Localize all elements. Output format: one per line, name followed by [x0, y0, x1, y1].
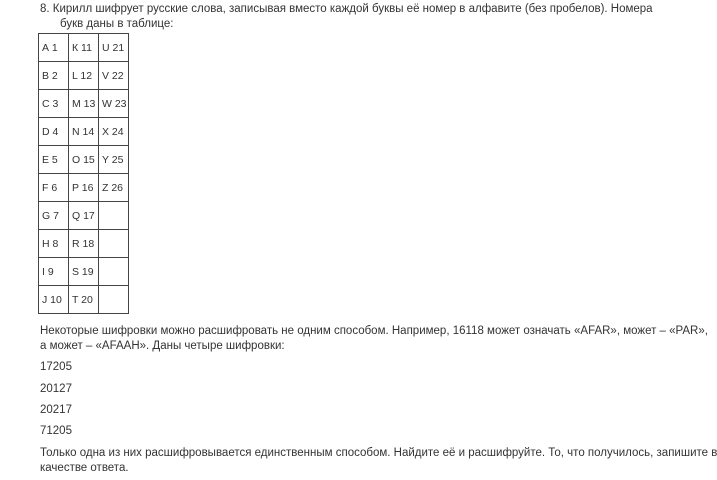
table-row	[39, 230, 129, 258]
table-cell: J 10	[39, 286, 69, 314]
table-row	[39, 258, 129, 286]
code-3: 20217	[40, 404, 72, 416]
table-cell	[99, 230, 129, 258]
table-cell: X 24	[99, 118, 129, 146]
table-cell: I 9	[39, 258, 69, 286]
table-row	[39, 90, 129, 118]
table-cell: V 22	[99, 62, 129, 90]
table-cell: W 23	[99, 90, 129, 118]
table-cell: U 21	[99, 34, 129, 62]
table-cell: T 20	[69, 286, 99, 314]
table-cell	[99, 202, 129, 230]
paragraph-line: качестве ответа.	[40, 462, 129, 474]
table-row	[39, 174, 129, 202]
table-cell: G 7	[39, 202, 69, 230]
table-cell: N 14	[69, 118, 99, 146]
table-row	[39, 34, 129, 62]
paragraph-line: Некоторые шифровки можно расшифровать не одним способом. Например, 16118 может означать «AFAR», может – «PAR»,	[40, 325, 708, 337]
table-cell	[99, 258, 129, 286]
paragraph-task	[40, 446, 717, 476]
table-cell: O 15	[69, 146, 99, 174]
table-cell: Y 25	[99, 146, 129, 174]
table-cell: M 13	[69, 90, 99, 118]
code-4: 71205	[40, 425, 72, 437]
table-cell: Z 26	[99, 174, 129, 202]
table-cell: S 19	[69, 258, 99, 286]
question-header	[40, 2, 653, 32]
letter-number-table	[38, 33, 129, 314]
table-cell: P 16	[69, 174, 99, 202]
table-row	[39, 62, 129, 90]
table-cell	[99, 286, 129, 314]
table-cell: F 6	[39, 174, 69, 202]
table-cell: В 2	[39, 62, 69, 90]
table-cell: H 8	[39, 230, 69, 258]
table-cell: L 12	[69, 62, 99, 90]
question-text-line-2: букв даны в таблице:	[60, 18, 174, 30]
paragraph-line: Только одна из них расшифровывается единственным способом. Найдите её и расшифруйте. То, что получилось, запишите в	[40, 447, 717, 459]
question-text-line-1: 8. Кирилл шифрует русские слова, записывая вместо каждой буквы её номер в алфавите (без пробелов). Номера	[40, 3, 653, 15]
table-row	[39, 118, 129, 146]
table-cell: С 3	[39, 90, 69, 118]
paragraph-ambiguity	[40, 324, 708, 354]
paragraph-line: а может – «AFAAH». Даны четыре шифровки:	[40, 340, 285, 352]
table-cell: R 18	[69, 230, 99, 258]
code-2: 20127	[40, 383, 72, 395]
table-row	[39, 202, 129, 230]
table-cell: Е 5	[39, 146, 69, 174]
table-row	[39, 286, 129, 314]
code-1: 17205	[40, 361, 72, 373]
table-cell: Q 17	[69, 202, 99, 230]
table-cell: А 1	[39, 34, 69, 62]
table-row	[39, 146, 129, 174]
table-cell: D 4	[39, 118, 69, 146]
table-cell: К 11	[69, 34, 99, 62]
